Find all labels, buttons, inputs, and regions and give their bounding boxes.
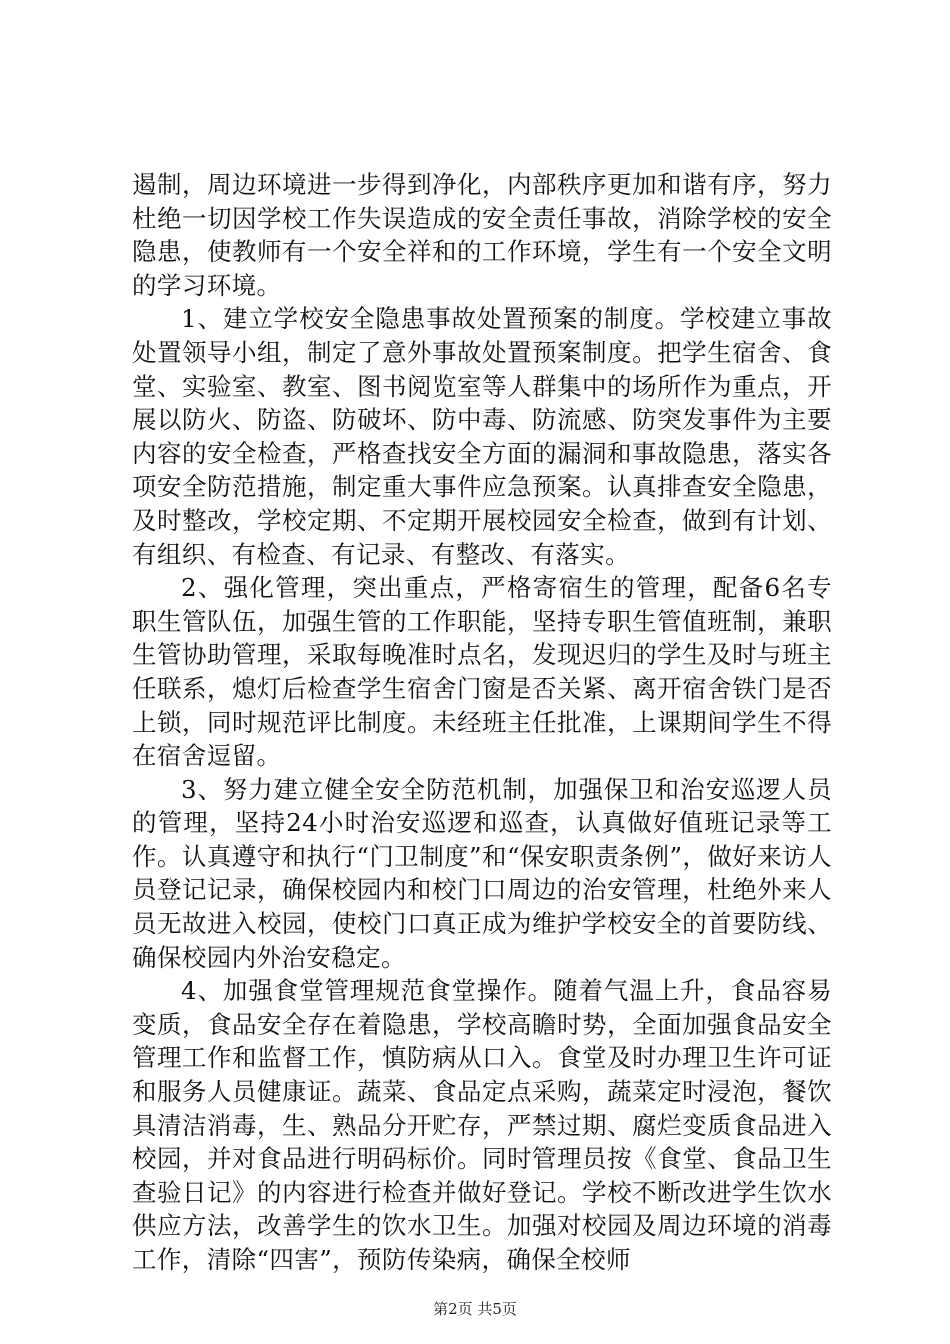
document-body (132, 168, 832, 1277)
paragraph-item-4: 4、加强食堂管理规范食堂操作。随着气温上升，食品容易变质，食品安全存在着隐患，学校高瞻时势，全面加强食品安全管理工作和监督工作，慎防病从口入。食堂及时办理卫生许可证和服务人员健康证。蔬菜、食品定点采购，蔬菜定时浸泡，餐饮具清洁消毒，生、熟品分开贮存，严禁过期、腐烂变质食品进入校园，并对食品进行明码标价。同时管理员按《食堂、食品卫生查验日记》的内容进行检查并做好登记。学校不断改进学生饮水供应方法，改善学生的饮水卫生。加强对校园及周边环境的消毒工作，清除“四害”，预防传染病，确保全校师 (132, 976, 832, 1274)
page-number-footer: 第2页 共5页 (433, 1300, 517, 1318)
paragraph-item-3: 3、努力建立健全安全防范机制，加强保卫和治安巡逻人员的管理，坚持24小时治安巡逻和巡查，认真做好值班记录等工作。认真遵守和执行“门卫制度”和“保安职责条例”，做好来访人员登记记录，确保校园内和校门口周边的治安管理，杜绝外来人员无故进入校园，使校门口真正成为维护学校安全的首要防线、确保校园内外治安稳定。 (132, 774, 832, 972)
paragraph-item-2: 2、强化管理，突出重点，严格寄宿生的管理，配备6名专职生管队伍，加强生管的工作职能，坚持专职生管值班制，兼职生管协助管理，采取每晚准时点名，发现迟归的学生及时与班主任联系，熄灯后检查学生宿舍门窗是否关紧、离开宿舍铁门是否上锁，同时规范评比制度。未经班主任批准，上课期间学生不得在宿舍逗留。 (132, 573, 832, 771)
paragraph-item-1: 1、建立学校安全隐患事故处置预案的制度。学校建立事故处置领导小组，制定了意外事故处置预案制度。把学生宿舍、食堂、实验室、教室、图书阅览室等人群集中的场所作为重点，开展以防火、防盗、防破坏、防中毒、防流感、防突发事件为主要内容的安全检查，严格查找安全方面的漏洞和事故隐患，落实各项安全防范措施，制定重大事件应急预案。认真排查安全隐患，及时整改，学校定期、不定期开展校园安全检查，做到有计划、有组织、有检查、有记录、有整改、有落实。 (132, 304, 832, 569)
paragraph-continuation: 遏制，周边环境进一步得到净化，内部秩序更加和谐有序，努力杜绝一切因学校工作失误造成的安全责任事故，消除学校的安全隐患，使教师有一个安全祥和的工作环境，学生有一个安全文明的学习环境。 (132, 170, 832, 300)
